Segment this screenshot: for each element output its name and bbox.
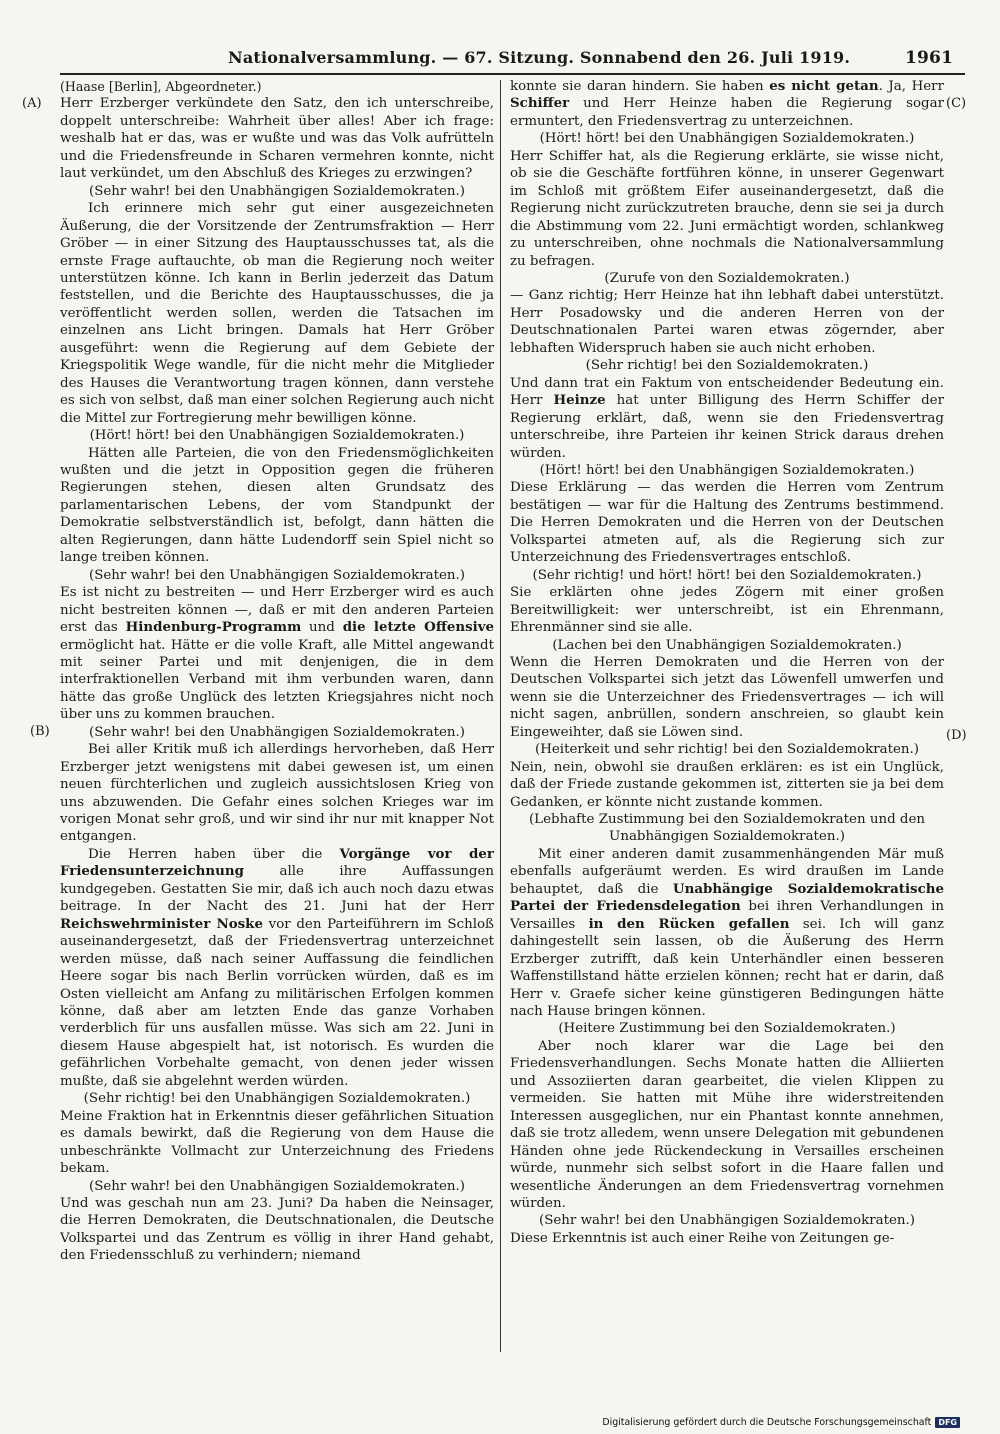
paragraph: Und was geschah nun am 23. Juni? Da haben die Neinsager, die Herren Demokraten, die Deutschnationalen, die Deutsche Volkspartei und das Zentrum es völlig in ihrer Hand gehabt, den Friedensschluß zu verhindern; niemand: [60, 1196, 494, 1264]
dfg-logo: DFG: [935, 1417, 960, 1428]
paragraph: Ich erinnere mich sehr gut einer ausgezeichneten Äußerung, die der Vorsitzende der Zentrumsfraktion — Herr Gröber — in einer Sitzung des Hauptausschusses tat, als die ernste Frage auftauchte, ob man die Regierung noch weiter unterstützen könne. Ich kann in Berlin jederzeit das Datum feststellen, und die Berichte des Hauptausschusses, die ja veröffentlicht werden sollen, werden die Tatsachen im einzelnen ans Licht bringen. Damals hat Herr Gröber ausgeführt: wenn die Regierung auf dem Gebiete der Kriegspolitik Wege wandle, für die nicht mehr die Mitglieder des Hauses die Verantwortung tragen können, dann verstehe es sich von selbst, daß man einer solchen Regierung auch nicht die Mittel zur Fortregierung mehr bewilligen könne.: [60, 201, 494, 426]
text-run: alle ihre Auffassungen kundgegeben. Gestatten Sie mir, daß ich auch noch dazu etwas beitrage. In der Nacht des 21. Juni hat der Herr: [60, 864, 494, 915]
credit-text: Digitalisierung gefördert durch die Deutsche Forschungsgemeinschaft: [602, 1416, 932, 1428]
speaker-line: (Haase [Berlin], Abgeordneter.): [60, 79, 262, 94]
emphasis-noske: Reichswehrminister Noske: [60, 915, 263, 932]
paragraph: Diese Erklärung — das werden die Herren vom Zentrum bestätigen — war für die Haltung des Zentrums bestimmend. Die Herren Demokraten und die Herren von der Deutschen Volkspartei atmeten auf, als die Regierung sich zur Unterzeichnung des Friedensvertrages entschloß.: [510, 480, 944, 566]
text-run: hat unter Billigung des Herrn Schiffer der Regierung erklärt, daß, wenn sie den Friedensvertrag unterschreibe, ihre Parteien ihr keinen Strick daraus drehen würden.: [510, 393, 944, 461]
text-run: Die Herren haben über die: [88, 846, 340, 862]
text-run: Und dann trat ein Faktum von entscheidender Bedeutung ein. Herr: [510, 375, 944, 409]
margin-marker-c: (C): [946, 96, 967, 111]
text-run: Mit einer anderen damit zusammenhängenden Mär muß ebenfalls aufgeräumt werden. Es wird draußen im Lande behauptet, daß die: [510, 846, 944, 897]
text-run: . Ja, Herr: [878, 79, 944, 94]
paragraph: Herr Erzberger verkündete den Satz, den ich unterschreibe, doppelt unterschreibe: Wahrheit über alles! Aber ich frage: weshalb hat er das, was er wußte und was das Volk aufrütteln und die Friedensfreunde in Scharen vermehren konnte, nicht laut verkündet, um den Abschluß des Krieges zu erzwingen?: [60, 96, 494, 182]
paragraph: Bei aller Kritik muß ich allerdings hervorheben, daß Herr Erzberger jetzt wenigstens mit dabei gewesen ist, um einen neuen fürchterlichen und zugleich aussichtslosen Krieg von uns abzuwenden. Die Gefahr eines solchen Krieges war im vorigen Monat sehr groß, und wir sind ihr nur mit knapper Not entgangen.: [60, 742, 494, 845]
paragraph: — Ganz richtig; Herr Heinze hat ihn lebhaft dabei unterstützt. Herr Posadowsky und die anderen Herren von der Deutschnationalen Partei waren etwas zögernder, aber lebhaften Widerspruch haben sie auch nicht erhoben.: [510, 288, 944, 356]
text-run: ermöglicht hat. Hätte er die volle Kraft, alle Mittel angewandt mit seiner Partei und mit denjenigen, die in dem interfraktionellen Verband mit ihm verbunden waren, dann hätte das große Unglück des letzten Kriegsjahres nicht noch über uns zu kommen brauchen.: [60, 637, 494, 723]
paragraph: Wenn die Herren Demokraten und die Herren von der Deutschen Volkspartei sich jetzt das Löwenfell umwerfen und wenn sie die Unterzeichner des Friedensvertrages — ich will nicht sagen, anbrüllen, sondern anschreien, so glaubt kein Eingeweihter, daß sie Löwen sind.: [510, 654, 944, 740]
text-run: Es ist nicht zu bestreiten — und Herr Erzberger wird es auch nicht bestreiten können —, daß er mit den anderen Parteien erst das: [60, 585, 494, 636]
interjection: (Sehr wahr! bei den Unabhängigen Sozialdemokraten.): [88, 724, 466, 740]
text-run: und Herr Heinze haben die Regierung sogar ermuntert, den Friedensvertrag zu unterzeichnen.: [510, 96, 944, 129]
text-run: bei ihren Verhandlungen in Versailles: [510, 899, 944, 932]
paragraph: [510, 78, 944, 130]
emphasis-ruecken-gefallen: in den Rücken gefallen: [588, 915, 790, 932]
margin-marker-d: (D): [946, 728, 967, 743]
running-title: Nationalversammlung. — 67. Sitzung. Sonnabend den 26. Juli 1919.: [228, 48, 851, 67]
interjection: (Lebhafte Zustimmung bei den Sozialdemokraten und den Unabhängigen Sozialdemokraten.): [528, 812, 926, 845]
interjection: (Sehr wahr! bei den Unabhängigen Sozialdemokraten.): [88, 183, 466, 199]
paragraph: [510, 846, 944, 1021]
interjection: (Sehr wahr! bei den Unabhängigen Sozialdemokraten.): [88, 1178, 466, 1194]
margin-marker-b: (B): [30, 724, 50, 739]
text-run: vor den Parteiführern im Schloß auseinandergesetzt, daß der Friedensvertrag unterzeichnet werden müsse, daß nach seiner Auffassung die feindlichen Heere sogar bis nach Berlin vorrücken würden, daß es im Osten vielleicht am Anfang zu militärischen Erfolgen kommen könne, daß aber am letzten Ende das ganze Vorhaben verderblich für uns ausfallen müsse. Was sich am 22. Juni in diesem Hause abgespielt hat, ist notorisch. Es wurden die gefährlichen Vorbehalte gemacht, von denen jeder wissen mußte, daß sie abgelehnt werden würden.: [60, 916, 494, 1089]
paragraph: [60, 846, 494, 1090]
paragraph: [60, 584, 494, 724]
paragraph: Diese Erkenntnis ist auch einer Reihe von Zeitungen ge-: [510, 1230, 895, 1246]
paragraph: Herr Schiffer hat, als die Regierung erklärte, sie wisse nicht, ob sie die Geschäfte fortführen könne, in unserer Gegenwart im Schloß mit größtem Eifer auseinandergesetzt, daß die Regierung nicht zurückzutreten brauche, denn sie sei ja durch die Abstimmung vom 22. Juni ermächtigt worden, schlankweg zu unterschreiben, ohne nochmals die Nationalversammlung zu befragen.: [510, 148, 944, 269]
interjection: (Hört! hört! bei den Unabhängigen Sozialdemokraten.): [539, 131, 915, 147]
paragraph: Nein, nein, obwohl sie draußen erklären: es ist ein Unglück, daß der Friede zustande gekommen ist, zitterten sie ja bei dem Gedanken, er könnte nicht zustande kommen.: [510, 759, 944, 810]
interjection: (Heiterkeit und sehr richtig! bei den Sozialdemokraten.): [534, 742, 920, 758]
interjection: (Sehr richtig! bei den Unabhängigen Sozialdemokraten.): [83, 1091, 471, 1107]
interjection: (Hört! hört! bei den Unabhängigen Sozialdemokraten.): [539, 462, 915, 478]
interjection: (Heitere Zustimmung bei den Sozialdemokraten.): [558, 1021, 896, 1037]
page-number: 1961: [905, 48, 954, 68]
emphasis-schiffer: Schiffer: [510, 95, 570, 112]
text-run: sei. Ich will ganz dahingestellt sein lassen, ob die Äußerung des Herrn Erzberger zutrifft, daß kein Unterhändler einen besseren Waffenstillstand hätte erzielen können; recht hat er darin, daß Herr v. Graefe sicher keine günstigeren Bedingungen hätte nach Hause bringen können.: [510, 916, 944, 1020]
paragraph: Sie erklärten ohne jedes Zögern mit einer großen Bereitwilligkeit: wer unterschreibt, ist ein Ehrenmann, Ehrenmänner sind sie alle.: [510, 585, 944, 636]
interjection: (Zurufe von den Sozialdemokraten.): [604, 270, 850, 286]
right-column: [510, 78, 944, 1360]
interjection: (Sehr wahr! bei den Unabhängigen Sozialdemokraten.): [88, 567, 466, 583]
emphasis-vorgaenge: Vorgänge vor der Friedensunterzeichnung: [60, 845, 494, 880]
emphasis-hindenburg-programm: Hindenburg-Programm: [125, 619, 302, 636]
text-run: konnte sie daran hindern. Sie haben: [510, 79, 770, 94]
interjection: (Sehr richtig! und hört! hört! bei den Sozialdemokraten.): [532, 567, 922, 583]
left-column: [60, 78, 494, 1360]
paragraph: Meine Fraktion hat in Erkenntnis dieser gefährlichen Situation es damals bewirkt, daß die Regierung von dem Hause die unbeschränkte Vollmacht zur Unterzeichnung des Friedens bekam.: [60, 1108, 494, 1177]
margin-marker-a: (A): [22, 96, 42, 111]
interjection: (Lachen bei den Unabhängigen Sozialdemokraten.): [552, 637, 902, 653]
emphasis-letzte-offensive: die letzte Offensive: [342, 619, 494, 636]
interjection: (Sehr richtig! bei den Sozialdemokraten.): [585, 358, 869, 374]
page-header: [0, 48, 1000, 72]
column-divider: [500, 80, 501, 1352]
paragraph: [510, 375, 944, 462]
emphasis-usp-delegation: Unabhängige Sozialdemokratische Partei der Friedensdelegation: [510, 880, 944, 915]
text-run: und: [301, 620, 343, 636]
emphasis-nicht-getan: es nicht getan: [769, 78, 879, 94]
interjection: (Hört! hört! bei den Unabhängigen Sozialdemokraten.): [89, 428, 465, 444]
emphasis-heinze: Heinze: [553, 392, 606, 409]
paragraph: Aber noch klarer war die Lage bei den Friedensverhandlungen. Sechs Monate hatten die Alliierten und Assoziierten daran gearbeitet, die vielen Klippen zu vermeiden. Sie hatten mit Mühe ihre widerstreitenden Interessen ausgeglichen, nur ein Phantast konnte annehmen, daß sie trotz alledem, wenn unsere Delegation mit gebundenen Händen ohne jede Rückendeckung in Versailles erscheinen würde, nunmehr sich selbst sofort in die Haare fallen und wesentliche Änderungen an dem Friedensvertrag vornehmen würden.: [510, 1038, 944, 1211]
interjection: (Sehr wahr! bei den Unabhängigen Sozialdemokraten.): [538, 1213, 916, 1229]
paragraph: Hätten alle Parteien, die von den Friedensmöglichkeiten wußten und die jetzt in Opposition gegen die früheren Regierungen stehen, diesen alten Grundsatz des parlamentarischen Lebens, der vom Standpunkt der Demokratie selbstverständlich ist, befolgt, dann hätten die alten Regierungen, dann hätte Ludendorff sein Spiel nicht so lange treiben können.: [60, 445, 494, 566]
header-rule: [60, 73, 965, 75]
digitization-credit: [602, 1415, 960, 1429]
